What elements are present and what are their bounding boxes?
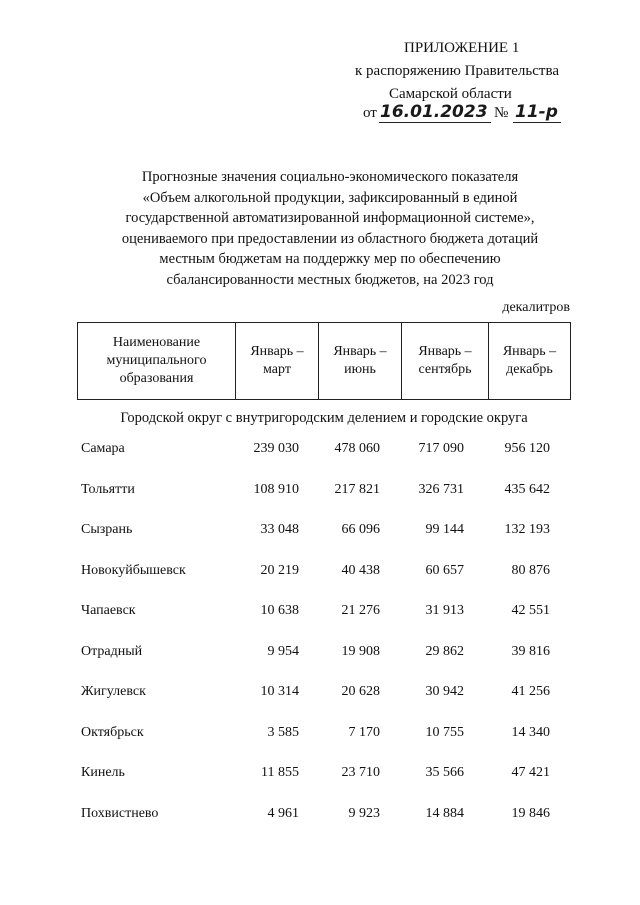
table-row [0,603,640,623]
header-text: март [263,362,291,377]
title-line: местным бюджетам на поддержку мер по обеспечению [159,251,501,268]
title-line: сбалансированности местных бюджетов, на 2023 год [166,271,494,288]
value-year: 132 193 [504,522,550,537]
header-9m-column [402,323,489,400]
value-q1: 4 961 [267,806,299,821]
value-year: 14 340 [511,725,550,740]
title-line: оцениваемого при предоставлении из областного бюджета дотаций [121,230,539,247]
municipality-name: Новокуйбышевск [81,563,186,578]
header-text: Январь – [502,344,557,359]
value-year: 956 120 [504,441,550,456]
municipality-name: Тольятти [81,482,135,497]
table-row [0,725,640,745]
value-h1: 9 923 [348,806,380,821]
municipality-name: Жигулевск [81,684,146,699]
title-line: государственной автоматизированной информационной системе», [125,210,535,227]
value-9m: 10 755 [425,725,464,740]
date-underline [379,122,491,123]
section-heading: Городской округ с внутригородским делением и городские округа [120,410,528,426]
value-q1: 10 638 [260,603,299,618]
value-year: 41 256 [511,684,550,699]
value-q1: 33 048 [260,522,299,537]
header-text: Январь – [418,344,472,359]
table-row [0,644,640,664]
value-q1: 239 030 [253,441,299,456]
value-h1: 217 821 [334,482,380,497]
value-year: 19 846 [511,806,550,821]
header-text: июнь [344,362,376,377]
municipality-name: Отрадный [81,644,143,659]
decree-date-line [363,103,573,127]
decree-reference: к распоряжению Правительства [355,63,560,79]
value-9m: 14 884 [425,806,464,821]
table-row [0,806,640,826]
title-line: Прогнозные значения социально-экономического показателя [141,169,519,185]
value-year: 39 816 [511,644,550,659]
value-h1: 40 438 [341,563,380,578]
table-row [0,522,640,542]
municipality-name: Похвистнево [81,806,159,821]
header-h1-column [319,323,402,400]
value-year: 42 551 [511,603,550,618]
value-q1: 11 855 [261,765,299,780]
header-name-column [78,323,236,400]
table-header [77,322,571,400]
header-text: образования [119,371,194,386]
value-q1: 108 910 [253,482,299,497]
header-text: Наименование [112,335,201,350]
appendix-title: ПРИЛОЖЕНИЕ 1 [404,40,520,56]
handwritten-date: 16.01.2023 [380,102,488,122]
value-9m: 29 862 [425,644,464,659]
title-line: «Объем алкогольной продукции, зафиксированный в единой [142,189,518,206]
handwritten-number: 11-р [515,102,558,122]
header-text: декабрь [506,362,553,377]
value-h1: 21 276 [341,603,380,618]
table-row [0,563,640,583]
value-year: 435 642 [504,482,550,497]
value-9m: 326 731 [418,482,464,497]
header-q1-column [236,323,319,400]
unit-label: декалитров [502,300,570,315]
value-h1: 478 060 [334,441,380,456]
table-row [0,441,640,461]
value-year: 80 876 [511,563,550,578]
number-sign: № [494,105,509,121]
region-name: Самарской области [389,86,512,102]
number-underline [513,122,561,123]
value-h1: 20 628 [341,684,380,699]
value-9m: 60 657 [425,563,464,578]
municipality-name: Кинель [81,765,125,780]
value-9m: 31 913 [425,603,464,618]
municipality-name: Самара [81,441,125,456]
municipality-name: Чапаевск [81,603,136,618]
header-text: сентябрь [418,362,472,377]
table-row [0,684,640,704]
municipality-name: Октябрьск [81,725,144,740]
value-h1: 7 170 [348,725,380,740]
value-q1: 9 954 [267,644,299,659]
value-9m: 35 566 [425,765,464,780]
value-h1: 19 908 [341,644,380,659]
header-text: муниципального [106,353,207,368]
value-9m: 99 144 [425,522,464,537]
value-9m: 30 942 [425,684,464,699]
header-year-column [489,323,571,400]
value-q1: 20 219 [260,563,299,578]
header-text: Январь – [250,344,304,359]
value-h1: 66 096 [341,522,380,537]
document-title [60,167,600,291]
value-year: 47 421 [511,765,550,780]
table-row [0,765,640,785]
value-q1: 3 585 [267,725,299,740]
header-text: Январь – [333,344,387,359]
value-h1: 23 710 [341,765,380,780]
date-prefix: от [363,105,377,121]
table-row [0,482,640,502]
municipality-name: Сызрань [81,522,133,537]
value-q1: 10 314 [260,684,299,699]
value-9m: 717 090 [418,441,464,456]
